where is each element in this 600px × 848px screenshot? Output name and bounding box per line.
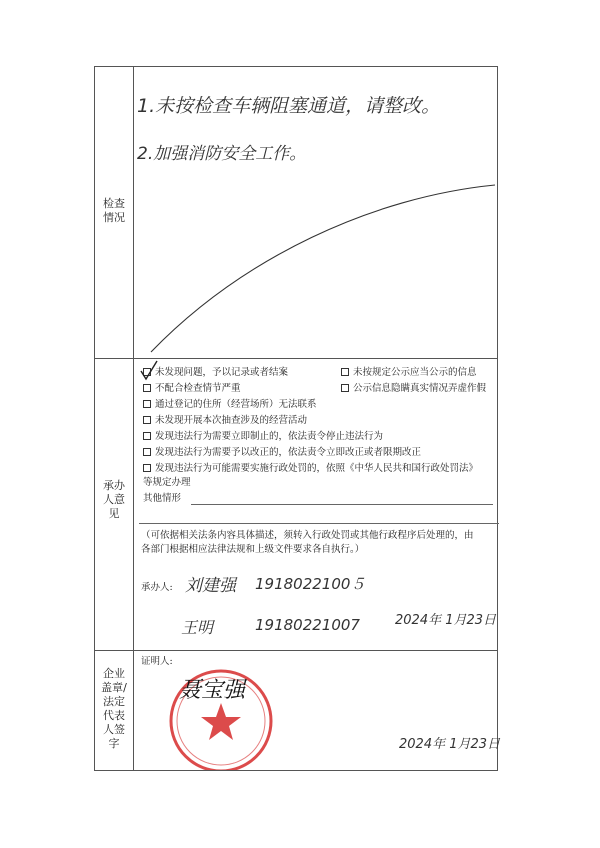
handler1-signature: 刘建强	[185, 576, 236, 596]
footnote-line-2: 各部门根据相应法律法规和上级文件要求各自执行。）	[141, 544, 365, 555]
option-continuation: 等规定办理	[143, 477, 191, 488]
enterprise-date: 2024年 1月23日	[399, 737, 501, 752]
inspection-note-1: 1.未按检查车辆阻塞通道，请整改。	[137, 95, 441, 117]
handler1-id: 1918022100５	[255, 575, 366, 593]
other-line	[191, 504, 493, 505]
handler-date: 2024年 1月23日	[395, 613, 497, 628]
opinion-label: 承办 人意 见	[103, 479, 125, 520]
check-mark	[133, 359, 499, 419]
option-penalty[interactable]: 发现违法行为可能需要实施行政处罚的，依照《中华人民共和国行政处罚法》	[143, 463, 478, 475]
enterprise-row	[95, 651, 501, 770]
inspection-label: 检查 情况	[103, 197, 125, 224]
separator-line	[139, 523, 499, 524]
inspection-note-2: 2.加强消防安全工作。	[137, 144, 307, 164]
option-not-published[interactable]: 未按规定公示应当公示的信息	[341, 367, 477, 379]
option-unreachable[interactable]: 通过登记的住所（经营场所）无法联系	[143, 399, 317, 411]
handler-label: 承办人:	[141, 582, 173, 593]
handler2-id: 19180221007	[255, 616, 360, 634]
company-seal	[133, 651, 499, 770]
inspection-row	[95, 67, 497, 359]
option-stop-violation[interactable]: 发现违法行为需要立即制止的，依法责令停止违法行为	[143, 431, 383, 443]
checkbox[interactable]	[143, 464, 151, 472]
enterprise-label: 企业 盖章/ 法定 代表 人签 字	[101, 667, 127, 750]
footnote-line-1: （可依据相关法条内容具体描述，须转入行政处罚或其他行政程序后处理的，由	[141, 530, 474, 541]
strike-line	[133, 67, 499, 359]
option-uncooperative[interactable]: 不配合检查情节严重	[143, 383, 241, 395]
other-label: 其他情形	[143, 493, 182, 504]
option-no-problem[interactable]: 未发现问题，予以记录或者结案	[143, 367, 288, 379]
witness-label: 证明人:	[141, 656, 173, 667]
handler2-signature: 王明	[181, 618, 214, 637]
option-correct-violation[interactable]: 发现违法行为需要予以改正的，依法责令立即改正或者限期改正	[143, 447, 421, 459]
opinion-row	[95, 359, 497, 651]
inspection-form	[94, 66, 501, 771]
checkbox[interactable]	[143, 448, 151, 456]
option-no-activity[interactable]: 未发现开展本次抽查涉及的经营活动	[143, 415, 307, 427]
option-false-info[interactable]: 公示信息隐瞒真实情况弄虚作假	[341, 383, 486, 395]
checkbox[interactable]	[143, 432, 151, 440]
enterprise-signature: 聂宝强	[179, 678, 246, 703]
